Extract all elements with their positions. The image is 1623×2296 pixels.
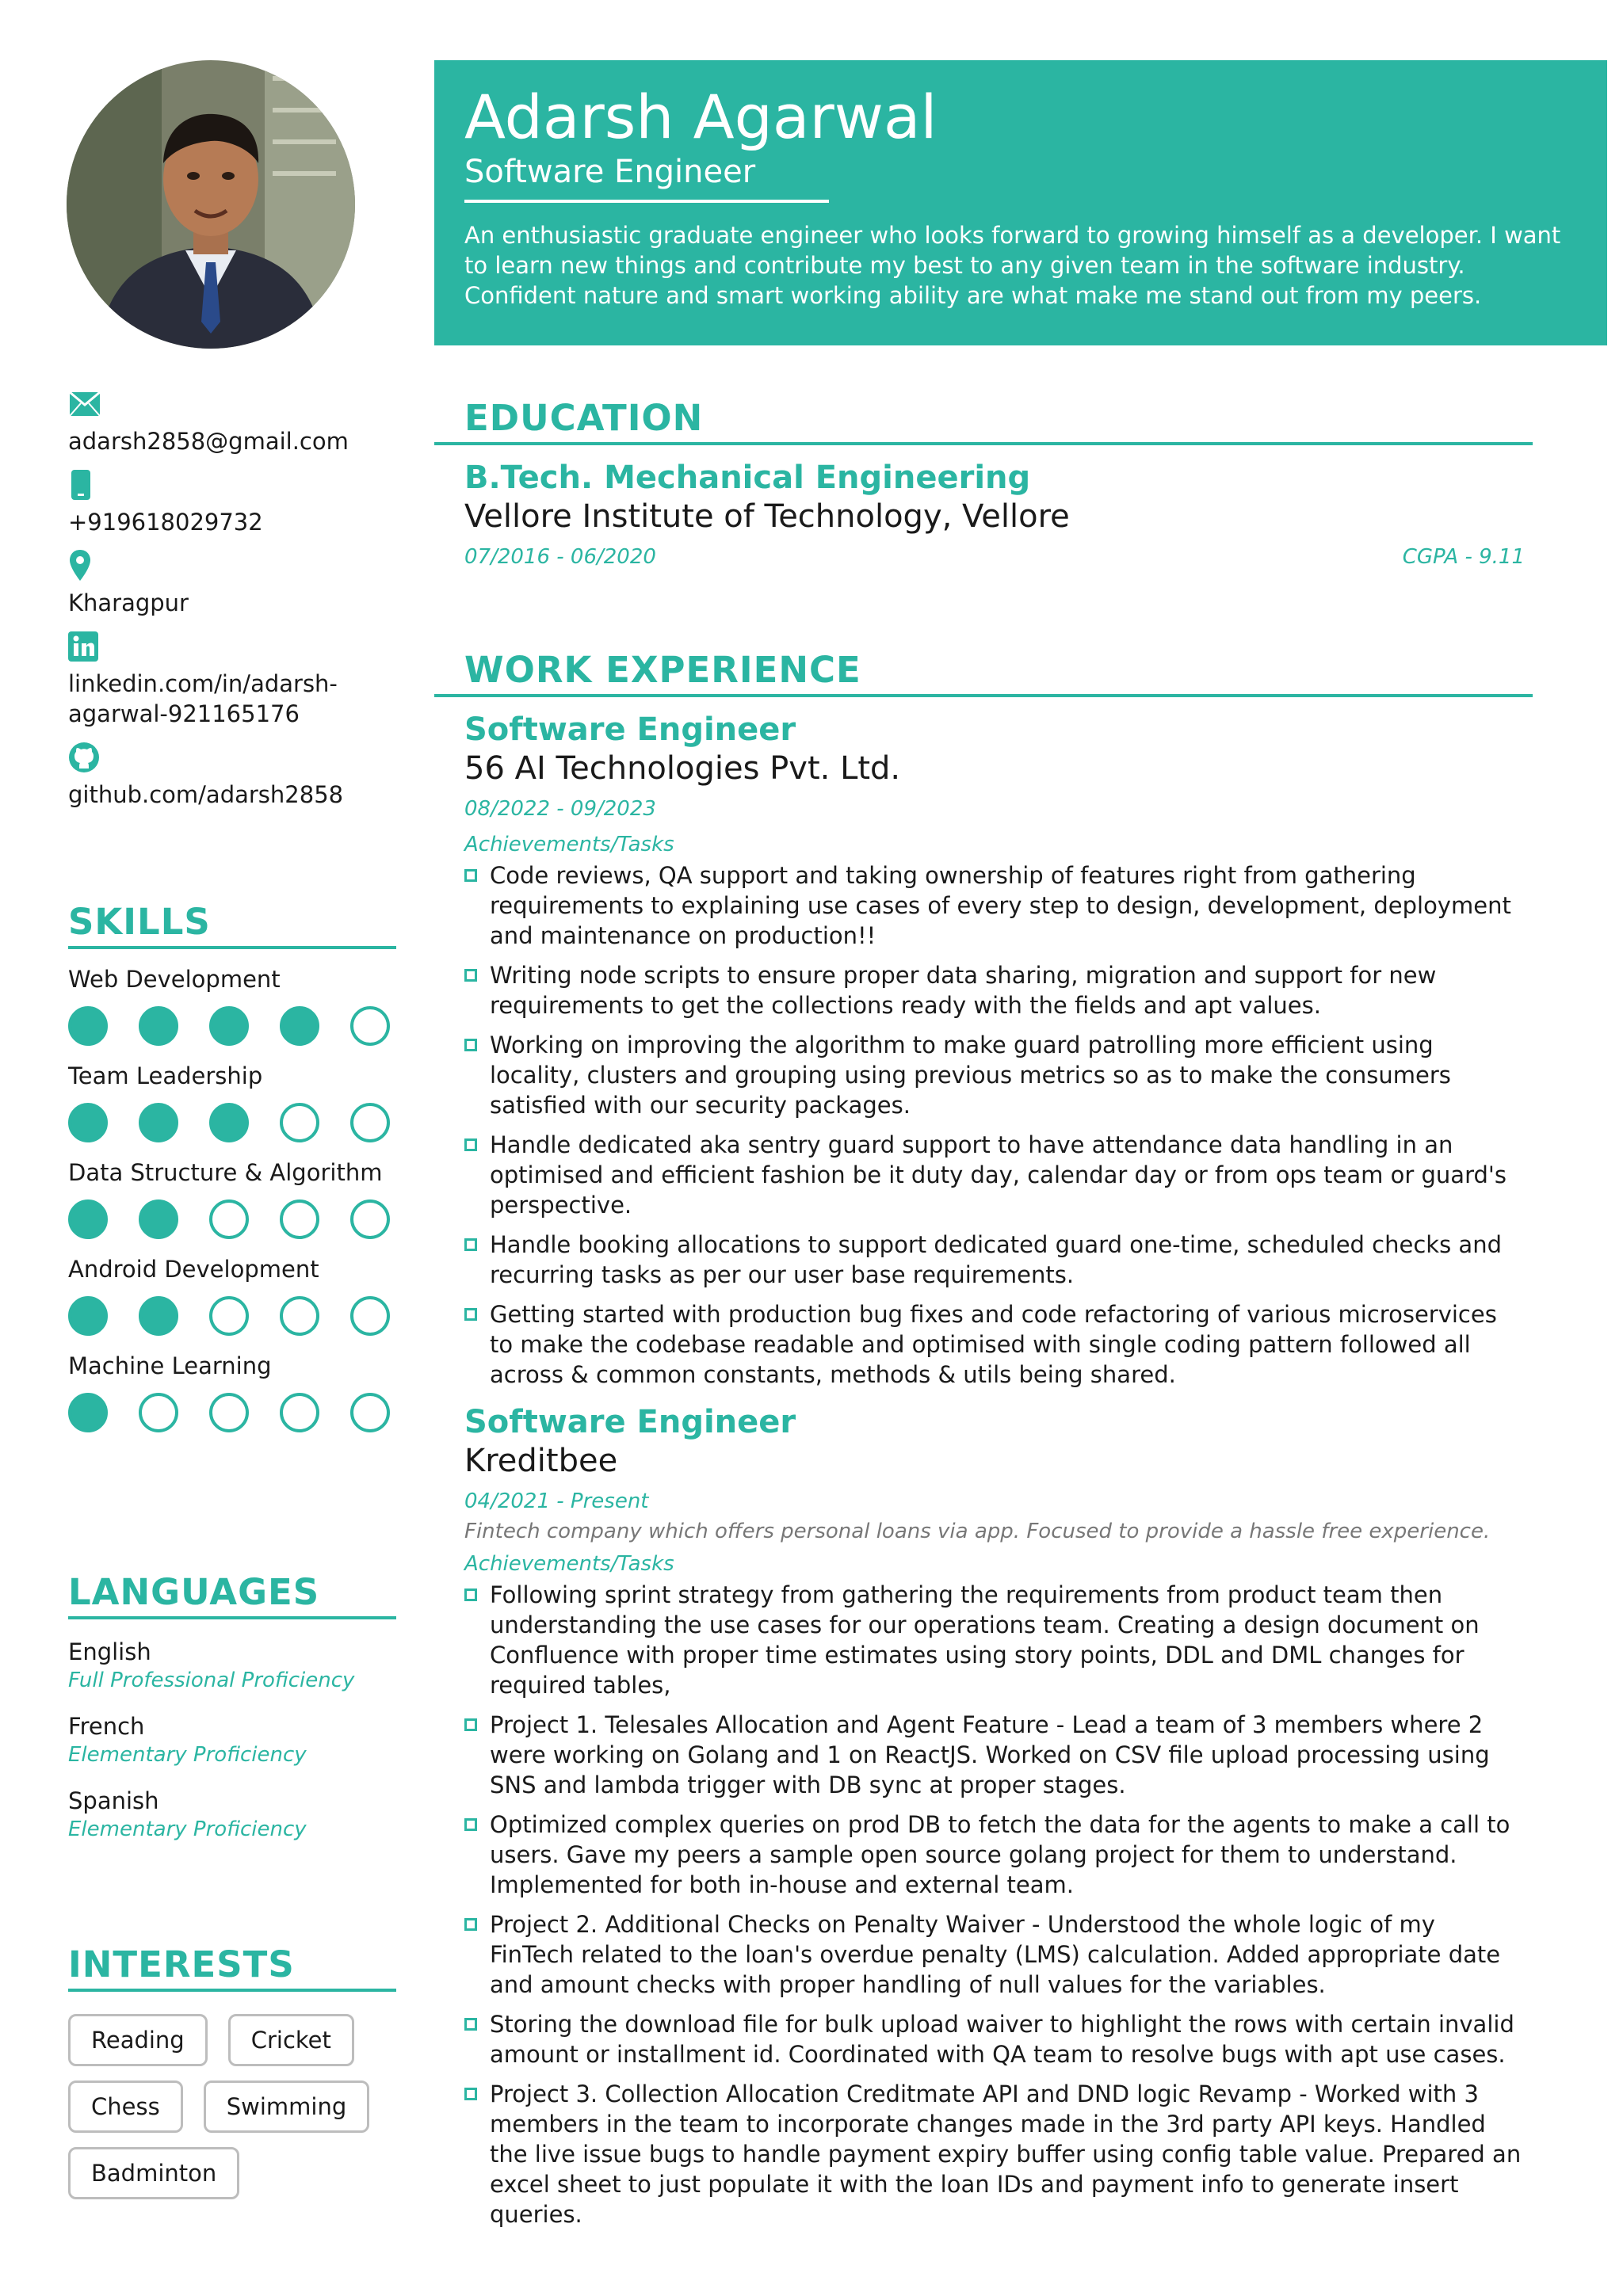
skill-rating [68,1103,396,1142]
contact-list [68,388,401,822]
bullet-icon [464,2018,477,2031]
language-level: Full Professional Proficiency [68,1669,355,1692]
education-grade: CGPA - 9.11 [1402,545,1525,569]
task-item: Handle booking allocations to support dedicated guard one-time, scheduled checks and recurring tasks as per our user base requirements. [464,1230,1525,1290]
job-entry [434,710,1533,1390]
interest-tag: Reading [68,2014,208,2066]
skill-name: Data Structure & Algorithm [68,1159,383,1186]
rating-dot-filled [68,1199,108,1239]
linkedin-text[interactable]: linkedin.com/in/adarsh-agarwal-921165176 [68,670,338,727]
rating-dot-empty [350,1006,390,1046]
rating-dot-empty [350,1103,390,1142]
task-item: Storing the download file for bulk upload waiver to highlight the rows with certain invalid amount or installment id. Coordinated with QA team to resolve bugs with apt use cases. [464,2009,1525,2069]
rating-dot-filled [68,1103,108,1142]
bullet-icon [464,1238,477,1251]
school: Vellore Institute of Technology, Vellore [464,498,1070,535]
rating-dot-empty [280,1393,319,1432]
task-item: Following sprint strategy from gathering the requirements from product team then understanding the use cases for our operations team. Creating a design document on Confluence with proper time estimates using story points, DDL and DML changes for required tables, [464,1580,1525,1700]
bullet-icon [464,1039,477,1051]
person-role: Software Engineer [464,154,756,190]
rating-dot-empty [209,1296,249,1336]
skill-rating [68,1393,396,1432]
interest-tag: Chess [68,2081,183,2133]
bullet-icon [464,1308,477,1321]
work-title: WORK EXPERIENCE [434,648,1533,697]
github-icon [68,742,100,773]
profile-photo [67,60,355,349]
profile-summary: An enthusiastic graduate engineer who looks forward to growing himself as a developer. I want to learn new things and contribute my best to any given team in the software industry. Confident nature and smart working ability are what make me stand out from my peers. [464,222,1561,309]
contact-location [68,550,401,618]
location-text: Kharagpur [68,589,189,616]
skill-rating [68,1006,396,1046]
rating-dot-empty [350,1296,390,1336]
language-level: Elementary Proficiency [68,1743,307,1767]
bullet-icon [464,2088,477,2100]
education-entry [434,458,1533,574]
skill-rating [68,1296,396,1336]
interest-tag: Cricket [228,2014,354,2066]
rating-dot-empty [280,1103,319,1142]
skills-section [68,900,396,1432]
language-french [68,1711,396,1768]
bullet-icon [464,1718,477,1731]
task-list [464,1580,1525,2229]
rating-dot-empty [139,1393,178,1432]
interest-tag: Swimming [204,2081,370,2133]
skills-title: SKILLS [68,900,396,949]
interest-tags [68,2014,401,2214]
language-english [68,1637,396,1694]
interest-tag: Badminton [68,2147,239,2199]
language-name: English [68,1638,151,1665]
skill-name: Team Leadership [68,1062,263,1089]
skill-rating [68,1199,396,1239]
education-title: EDUCATION [434,396,1533,445]
rating-dot-empty [209,1393,249,1432]
github-text[interactable]: github.com/adarsh2858 [68,781,344,808]
interests-section [68,1943,396,2214]
languages-title: LANGUAGES [68,1570,396,1619]
task-item: Optimized complex queries on prod DB to fetch the data for the agents to make a call to users. Gave my peers a sample open source golang project for them to understand. Implemented for both in-house and external team. [464,1810,1525,1900]
degree: B.Tech. Mechanical Engineering [464,460,1031,496]
rating-dot-filled [139,1296,178,1336]
rating-dot-empty [350,1199,390,1239]
email-text[interactable]: adarsh2858@gmail.com [68,428,349,455]
interests-title: INTERESTS [68,1943,396,1992]
contact-linkedin [68,631,401,729]
language-name: French [68,1713,145,1740]
phone-text[interactable]: +919618029732 [68,509,263,536]
task-item: Working on improving the algorithm to make guard patrolling more efficient using locality, clusters and grouping using previous metrics so as to make the consumers satisfied with our security packages. [464,1030,1525,1120]
location-icon [68,549,92,582]
job-entry [434,1402,1533,2229]
job-dates: 08/2022 - 09/2023 [464,797,656,821]
bullet-icon [464,1589,477,1601]
rating-dot-empty [209,1199,249,1239]
header-divider [464,200,829,203]
task-item: Writing node scripts to ensure proper data sharing, migration and support for new requirements to get the collections ready with the fields and apt values. [464,960,1525,1020]
skill-name: Web Development [68,966,281,993]
job-company: 56 AI Technologies Pvt. Ltd. [464,750,901,787]
languages-section [68,1570,396,1843]
task-item: Handle dedicated aka sentry guard support to have attendance data handling in an optimised and efficient fashion be it duty day, calendar day or from ops team or guard's perspective. [464,1130,1525,1220]
task-item: Project 3. Collection Allocation Creditmate API and DND logic Revamp - Worked with 3 members in the team to incorporate changes made in the 3rd party API keys. Handled the live issue bugs to handle payment expiry buffer using config table value. Prepared an excel sheet to just populate it with the loan IDs and payment info to generate insert queries. [464,2079,1525,2229]
education-dates: 07/2016 - 06/2020 [464,545,656,569]
rating-dot-filled [139,1103,178,1142]
skill-name: Machine Learning [68,1352,272,1379]
rating-dot-empty [280,1199,319,1239]
linkedin-icon [68,631,98,662]
contact-email [68,388,401,456]
rating-dot-filled [139,1199,178,1239]
work-section [434,648,1533,2239]
job-role: Software Engineer [464,711,796,748]
task-item: Project 1. Telesales Allocation and Agent Feature - Lead a team of 3 members where 2 were working on Golang and 1 on ReactJS. Worked on CSV file upload processing using SNS and lambda trigger with DB sync at proper stages. [464,1710,1525,1800]
job-company: Kreditbee [464,1443,618,1479]
rating-dot-filled [209,1006,249,1046]
company-description: Fintech company which offers personal loans via app. Focused to provide a hassle free experience. [464,1520,1491,1543]
rating-dot-empty [280,1296,319,1336]
language-name: Spanish [68,1787,159,1814]
rating-dot-filled [209,1103,249,1142]
contact-github [68,742,401,810]
language-spanish [68,1786,396,1843]
header-banner [434,60,1607,345]
task-list [464,860,1525,1390]
job-role: Software Engineer [464,1404,796,1440]
job-dates: 04/2021 - Present [464,1489,649,1513]
contact-phone [68,469,401,537]
rating-dot-filled [139,1006,178,1046]
email-icon [68,391,101,418]
rating-dot-filled [68,1393,108,1432]
rating-dot-filled [280,1006,319,1046]
education-section [434,396,1533,574]
task-item: Code reviews, QA support and taking ownership of features right from gathering requirements to explaining use cases of every step to design, development, deployment and maintenance on production!! [464,860,1525,951]
task-item: Getting started with production bug fixes and code refactoring of various microservices to make the codebase readable and optimised with single coding pattern followed all across & common constants, methods & utils being shared. [464,1299,1525,1390]
bullet-icon [464,1818,477,1831]
language-level: Elementary Proficiency [68,1817,307,1841]
skill-name: Android Development [68,1256,319,1283]
bullet-icon [464,1918,477,1931]
tasks-label: Achievements/Tasks [464,833,674,856]
skills-list [68,965,396,1432]
bullet-icon [464,969,477,982]
rating-dot-filled [68,1006,108,1046]
bullet-icon [464,1138,477,1151]
rating-dot-empty [350,1393,390,1432]
tasks-label: Achievements/Tasks [464,1552,674,1576]
rating-dot-filled [68,1296,108,1336]
task-item: Project 2. Additional Checks on Penalty Waiver - Understood the whole logic of my FinTech related to the loan's overdue penalty (LMS) calculation. Added appropriate date and amount checks with proper handling of null values for the variables. [464,1909,1525,2000]
phone-icon [68,469,92,501]
person-name: Adarsh Agarwal [464,82,938,152]
bullet-icon [464,869,477,882]
